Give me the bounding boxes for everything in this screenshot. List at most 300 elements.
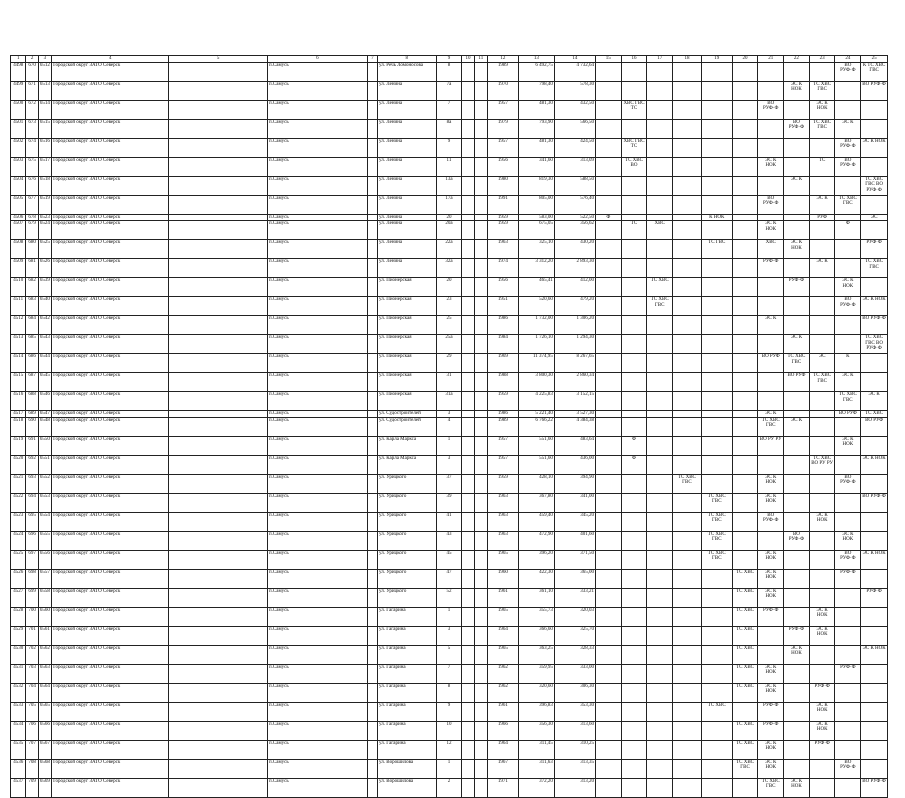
table-cell [809,392,835,411]
table-cell [474,392,487,411]
table-cell: ХВС ГВС ТС [621,101,647,120]
column-number: 21 [758,56,784,63]
table-cell: 4532 [11,683,26,702]
table-cell [673,512,702,531]
table-cell: ХВС ГВС ТС [621,139,647,158]
table-cell [835,177,861,196]
table-cell: 4510 [11,278,26,297]
table-cell: 365,00 [554,569,595,588]
table-cell [732,63,758,82]
table-cell: ул. Пионерская [378,354,437,373]
table-cell: ТС ХВС [732,683,758,702]
table-cell [784,392,810,411]
table-cell: ЭС К НОК [835,436,861,455]
table-cell [621,316,647,335]
table-cell [367,721,377,740]
table-cell: ТС ХВС ГВС [701,550,732,569]
table-cell [647,702,673,721]
table-row [11,664,888,683]
table-cell [595,512,621,531]
table-cell: ТС ХВС [732,645,758,664]
table-cell [861,759,888,778]
table-cell: п.Самусь [268,778,368,797]
table-cell [809,63,835,82]
table-cell [474,759,487,778]
column-number: 24 [835,56,861,63]
table-cell: 1959 [487,215,518,221]
table-cell: ВО РУФ [861,417,888,436]
table-cell: 6539 [38,278,51,297]
table-cell [835,645,861,664]
table-cell: п.Самусь [268,721,368,740]
table-cell: ул. Карла Маркса [378,436,437,455]
table-cell: 4499 [11,82,26,101]
table-cell: 819,30 [518,177,554,196]
table-cell [595,683,621,702]
table-cell [621,63,647,82]
table-cell [732,392,758,411]
table-cell: 311,45 [518,740,554,759]
table-cell [367,436,377,455]
table-cell [462,778,474,797]
table-cell: 673 [26,120,38,139]
table-cell: 6555 [38,531,51,550]
table-cell [758,626,784,645]
table-cell [809,139,835,158]
table-cell: п.Самусь [268,626,368,645]
table-cell: ул. Ленина [378,259,437,278]
table-cell: 341,00 [554,493,595,512]
table-cell [809,221,835,240]
table-cell: ТС ХВС [732,740,758,759]
table-cell: ул. Урицкого [378,550,437,569]
table-cell: ул. Ленина [378,158,437,177]
table-cell [595,436,621,455]
table-cell [647,373,673,392]
table-cell [621,626,647,645]
table-cell [647,436,673,455]
table-cell [647,759,673,778]
table-cell [595,63,621,82]
table-cell: 3 [436,626,462,645]
table-row [11,417,888,436]
table-cell [474,607,487,626]
table-cell [861,101,888,120]
table-cell: ЭС К НОК [835,278,861,297]
column-number: 9 [436,56,462,63]
table-cell: 6514 [38,101,51,120]
table-cell: ул. Гагарина [378,683,437,702]
table-cell [701,417,732,436]
table-cell: 424,50 [554,139,595,158]
table-cell: 4531 [11,664,26,683]
table-cell: ЭС К НОК [758,550,784,569]
table-cell [647,158,673,177]
table-cell: п.Самусь [268,221,368,240]
table-cell [861,221,888,240]
table-cell: 320,03 [554,607,595,626]
column-number: 1 [11,56,26,63]
table-cell: 1979 [487,120,518,139]
column-number: 20 [732,56,758,63]
table-cell [784,259,810,278]
table-cell: 671 [26,82,38,101]
table-cell: Городской округ ЗАТО Северск [52,740,169,759]
table-cell: ВО РУФ·Ф [835,550,861,569]
table-cell [647,240,673,259]
table-cell [647,417,673,436]
table-cell: 356,62 [554,221,595,240]
table-cell: ВО РУФ·Ф [861,82,888,101]
table-cell [169,278,268,297]
table-cell: 700 [26,607,38,626]
table-cell: 4498 [11,63,26,82]
table-cell [621,512,647,531]
table-cell [474,531,487,550]
table-cell [701,607,732,626]
table-cell: Городской округ ЗАТО Северск [52,683,169,702]
table-cell [595,740,621,759]
table-cell [673,139,702,158]
table-cell: 6567 [38,740,51,759]
table-cell [673,120,702,139]
table-cell: 6558 [38,588,51,607]
table-row [11,683,888,702]
table-cell: 311,63 [518,759,554,778]
table-cell: 706 [26,721,38,740]
table-cell: ЭС [861,215,888,221]
table-cell [673,550,702,569]
table-cell: 4 732,64 [554,63,595,82]
table-cell [758,139,784,158]
table-cell [169,740,268,759]
table-cell: ТС ХВС ГВС [701,493,732,512]
table-cell [861,569,888,588]
table-cell: РУФ·Ф [784,626,810,645]
table-cell: п.Самусь [268,215,368,221]
table-cell [462,221,474,240]
table-cell [367,177,377,196]
table-cell: 39 [436,493,462,512]
table-cell: 704 [26,683,38,702]
table-cell: 676 [26,177,38,196]
table-cell: 8 [436,683,462,702]
table-cell: 805,00 [518,196,554,215]
table-cell [673,297,702,316]
table-cell: 1 [436,607,462,626]
table-cell: 1967 [487,759,518,778]
table-cell: п.Самусь [268,531,368,550]
table-cell: ТС ХВС ВО РУ РУ [809,455,835,474]
table-cell [784,436,810,455]
table-cell [784,702,810,721]
table-cell: ул. Судостроителей [378,411,437,417]
table-cell [809,436,835,455]
table-cell: 361,10 [518,588,554,607]
table-cell: 680 [26,240,38,259]
table-cell: ЭС К НОК [758,158,784,177]
table-cell [474,373,487,392]
table-cell: п.Самусь [268,82,368,101]
table-cell [835,455,861,474]
table-cell: Городской округ ЗАТО Северск [52,493,169,512]
table-cell: 310,25 [554,740,595,759]
table-cell [169,354,268,373]
table-cell: 333,00 [554,664,595,683]
table-cell: 698 [26,569,38,588]
table-cell [621,740,647,759]
table-row [11,354,888,373]
table-cell [169,626,268,645]
table-cell [621,683,647,702]
table-cell [169,569,268,588]
table-cell [169,196,268,215]
table-cell: Городской округ ЗАТО Северск [52,721,169,740]
table-cell [169,512,268,531]
table-cell [701,664,732,683]
table-cell [647,588,673,607]
table-cell [621,354,647,373]
table-cell: К НОК [701,215,732,221]
table-cell [673,455,702,474]
table-cell [462,493,474,512]
table-cell [701,297,732,316]
table-cell: ВО РУФ·Ф [835,759,861,778]
table-cell: ТС ХВС ГВС ВО РУФ·Ф [861,335,888,354]
table-cell: ул. Гагарина [378,740,437,759]
table-cell [784,493,810,512]
table-cell [474,417,487,436]
table-cell: ВО РУФ·Ф [758,196,784,215]
table-cell: 1965 [487,607,518,626]
table-cell [621,82,647,101]
table-cell [701,354,732,373]
table-cell: 697 [26,550,38,569]
table-cell [169,82,268,101]
table-row [11,101,888,120]
table-cell: 684 [26,316,38,335]
table-cell [673,354,702,373]
table-cell: 8 [436,63,462,82]
table-cell: 689 [26,411,38,417]
table-cell: ТС [621,221,647,240]
table-cell [169,683,268,702]
table-cell [474,335,487,354]
table-cell: ТС ХВС [732,588,758,607]
table-row [11,158,888,177]
table-cell [784,221,810,240]
table-cell: 4516 [11,392,26,411]
table-cell [701,474,732,493]
table-cell [367,221,377,240]
table-cell [861,702,888,721]
table-cell [732,101,758,120]
table-cell [673,221,702,240]
table-cell [462,392,474,411]
table-cell [835,702,861,721]
table-cell: Городской округ ЗАТО Северск [52,221,169,240]
table-cell: 522,50 [554,215,595,221]
table-cell [673,392,702,411]
table-cell [673,335,702,354]
table-cell: 9 [436,702,462,721]
table-cell [835,588,861,607]
table-cell: 1951 [487,297,518,316]
table-cell [701,221,732,240]
table-row [11,196,888,215]
table-cell: 4520 [11,455,26,474]
table-cell: п.Самусь [268,316,368,335]
table-row [11,531,888,550]
table-cell [367,392,377,411]
table-cell: 29 [436,354,462,373]
table-cell [169,550,268,569]
table-cell: 422,30 [518,569,554,588]
table-cell [462,455,474,474]
table-cell [462,177,474,196]
table-cell: 2 860,34 [554,373,595,392]
table-cell: Городской округ ЗАТО Северск [52,778,169,797]
table-cell [474,550,487,569]
column-number: 10 [462,56,474,63]
table-cell [861,512,888,531]
table-cell [673,493,702,512]
table-cell: 6544 [38,354,51,373]
column-number: 23 [809,56,835,63]
table-cell [367,493,377,512]
table-cell: 320,60 [518,683,554,702]
table-cell: Городской округ ЗАТО Северск [52,759,169,778]
table-cell [621,278,647,297]
table-cell [673,101,702,120]
table-cell [474,474,487,493]
table-cell [462,278,474,297]
table-cell: 459,40 [518,512,554,531]
table-row [11,512,888,531]
table-cell [809,493,835,512]
table-cell [169,759,268,778]
table-cell: 6519 [38,196,51,215]
table-cell: ЭС К [784,177,810,196]
table-cell [595,588,621,607]
table-cell: 4524 [11,531,26,550]
table-cell [462,120,474,139]
table-cell [758,373,784,392]
table-cell: 6540 [38,297,51,316]
table-cell [595,101,621,120]
table-cell [169,721,268,740]
table-cell [462,297,474,316]
table-cell: ТС ХВС ГВС [758,778,784,797]
table-cell: Городской округ ЗАТО Северск [52,158,169,177]
table-cell [595,550,621,569]
table-cell: 4502 [11,139,26,158]
table-cell [758,531,784,550]
table-cell: К [835,354,861,373]
table-cell: ЭС К НОК [861,645,888,664]
table-cell [835,259,861,278]
table-cell: ЭС К НОК [809,607,835,626]
table-cell [732,550,758,569]
table-cell [732,297,758,316]
table-cell [732,417,758,436]
table-cell: ТС ХВС ГВС [835,392,861,411]
table-cell: п.Самусь [268,683,368,702]
table-cell: 678 [26,215,38,221]
table-cell [809,240,835,259]
table-cell [474,316,487,335]
table-cell: ЭС К НОК [758,221,784,240]
table-cell [462,664,474,683]
table-cell: ЭС К [758,316,784,335]
table-cell: ЭС К НОК [784,240,810,259]
table-cell: 6513 [38,82,51,101]
table-cell: Городской округ ЗАТО Северск [52,645,169,664]
table-cell: п.Самусь [268,101,368,120]
table-cell: 4509 [11,259,26,278]
table-cell: Городской округ ЗАТО Северск [52,101,169,120]
column-number: 22 [784,56,810,63]
table-cell: 4515 [11,373,26,392]
table-cell [367,139,377,158]
table-row [11,436,888,455]
table-cell [621,645,647,664]
table-cell [462,436,474,455]
table-cell: ул. Ленина [378,196,437,215]
table-cell: Городской округ ЗАТО Северск [52,550,169,569]
table-cell [169,177,268,196]
table-cell: Ф [621,455,647,474]
table-cell: ул. Урицкого [378,512,437,531]
table-cell [701,569,732,588]
table-cell [835,721,861,740]
table-cell [169,474,268,493]
table-cell: 702 [26,645,38,664]
table-cell: 672 [26,101,38,120]
table-cell: 674 [26,139,38,158]
table-cell: Городской округ ЗАТО Северск [52,335,169,354]
table-cell: ТС ХВС [647,278,673,297]
table-cell [462,354,474,373]
table-cell: 551,60 [518,455,554,474]
table-cell [732,259,758,278]
table-cell: 37 [436,474,462,493]
table-cell [595,569,621,588]
table-cell [595,278,621,297]
table-cell [732,702,758,721]
table-cell: РУФ·Ф [809,683,835,702]
table-cell: ВО РУФ·Ф [861,778,888,797]
table-cell: ЭС К НОК [861,550,888,569]
table-cell: 4534 [11,721,26,740]
table-cell: 4528 [11,607,26,626]
table-cell [647,683,673,702]
table-cell: 6552 [38,474,51,493]
table-cell [732,82,758,101]
table-cell: п.Самусь [268,278,368,297]
table-cell: 6550 [38,436,51,455]
column-number: 2 [26,56,38,63]
table-cell: 4 [436,417,462,436]
table-cell: 4507 [11,221,26,240]
table-cell [809,417,835,436]
table-cell [462,759,474,778]
table-cell: ВО РУФ [758,354,784,373]
table-cell [809,177,835,196]
table-cell: Городской округ ЗАТО Северск [52,82,169,101]
table-cell [673,626,702,645]
table-cell [861,626,888,645]
